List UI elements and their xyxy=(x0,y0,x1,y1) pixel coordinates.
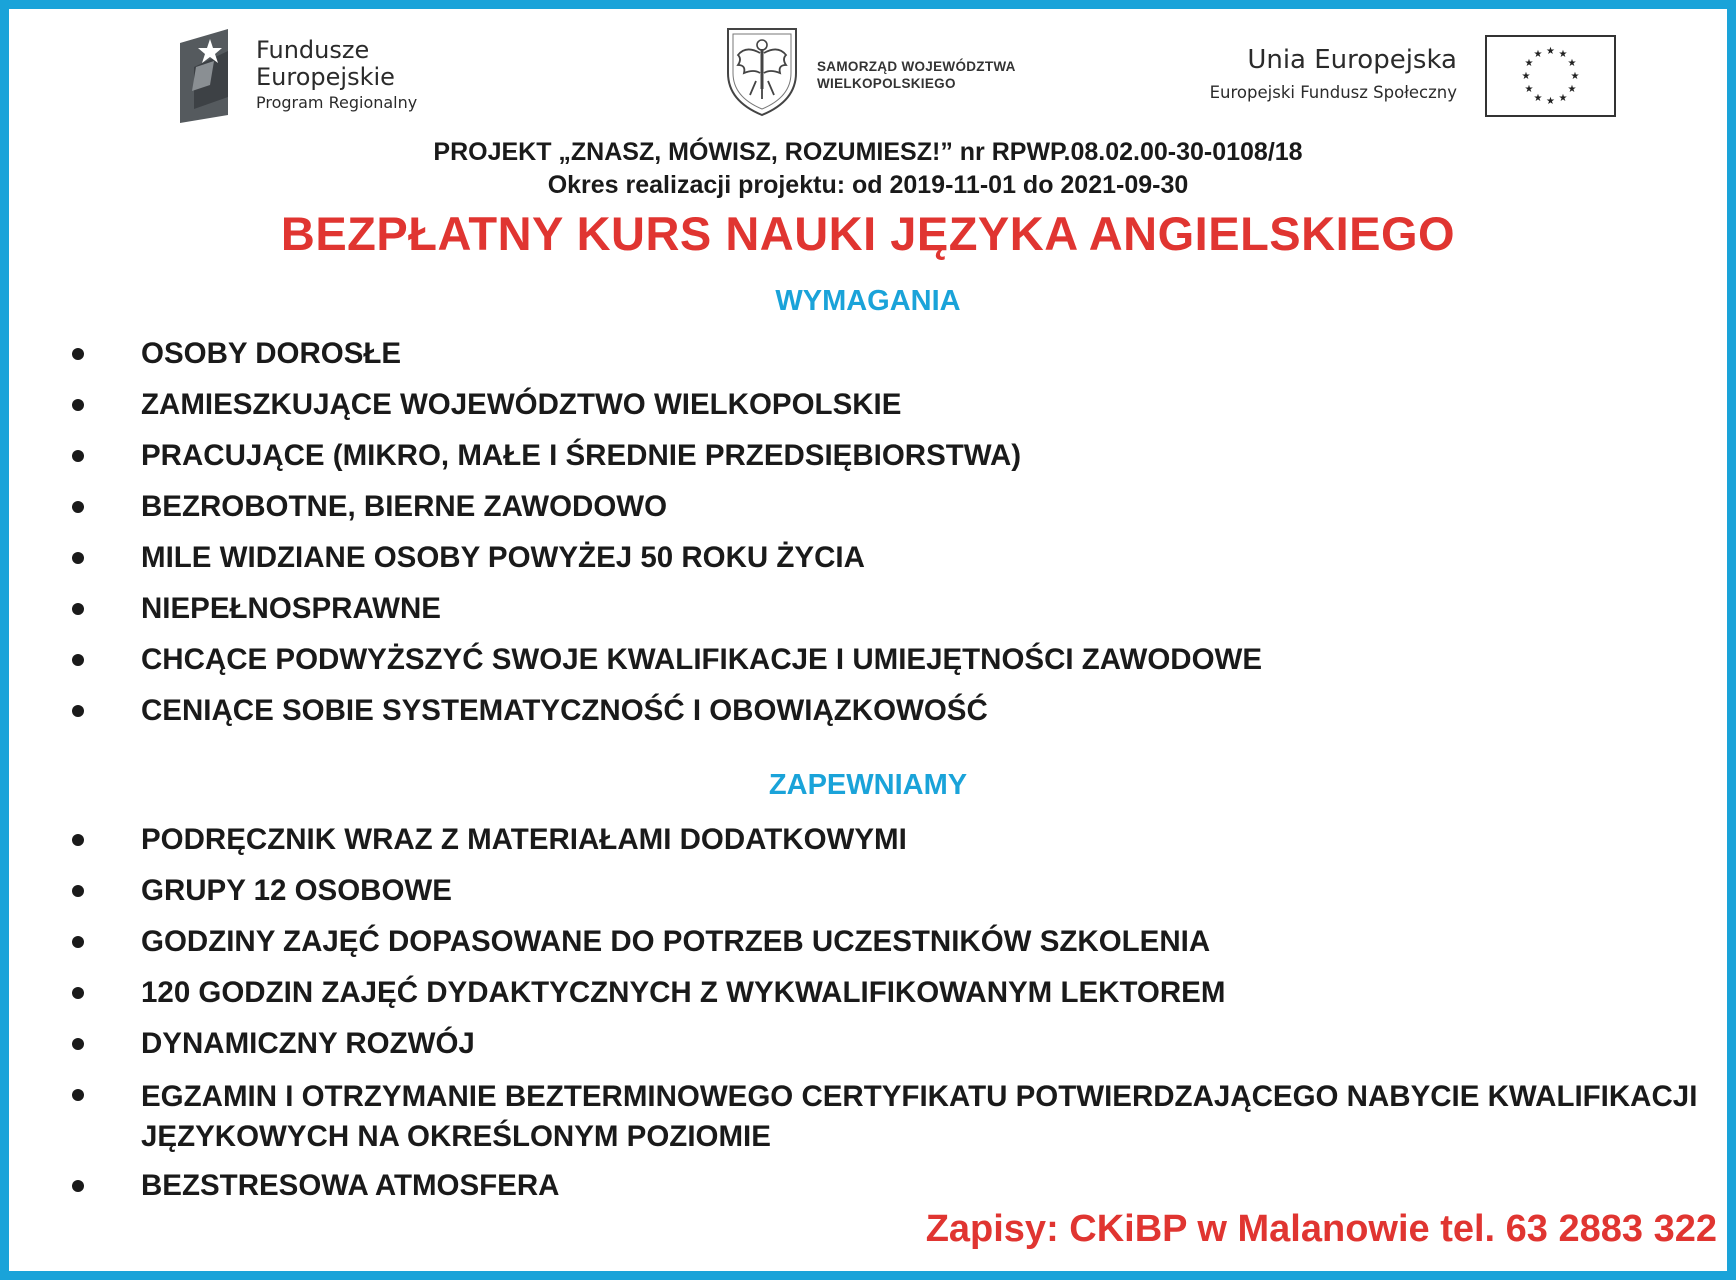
project-name: PROJEKT „ZNASZ, MÓWISZ, ROZUMIESZ!” nr RPWP.08.02.00-30-0108/18 xyxy=(433,138,1303,166)
list-item: GRUPY 12 OSOBOWE xyxy=(9,873,1711,924)
requirements-heading: WYMAGANIA xyxy=(775,285,961,317)
svg-text:★: ★ xyxy=(1521,71,1531,82)
fe-logo-line2: Europejskie xyxy=(256,63,395,91)
list-item: GODZINY ZAJĘĆ DOPASOWANE DO POTRZEB UCZESTNIKÓW SZKOLENIA xyxy=(9,924,1711,975)
svg-text:★: ★ xyxy=(1533,49,1543,60)
page-title: BEZPŁATNY KURS NAUKI JĘZYKA ANGIELSKIEGO xyxy=(280,207,1456,260)
list-item: EGZAMIN I OTRZYMANIE BEZTERMINOWEGO CERTYFIKATU POTWIERDZAJĄCEGO NABYCIE KWALIFIKACJI JĘZYKOWYCH NA OKREŚLONYM POZIOMIE xyxy=(9,1077,1711,1157)
fe-star-logo-icon xyxy=(174,27,244,123)
bullet-icon xyxy=(72,552,84,564)
svg-text:★: ★ xyxy=(1546,46,1555,57)
list-item: BEZSTRESOWA ATMOSFERA xyxy=(9,1168,1711,1219)
requirements-list xyxy=(9,336,1262,744)
list-item: PRACUJĄCE (MIKRO, MAŁE I ŚREDNIE PRZEDSIĘBIORSTWA) xyxy=(9,438,1262,489)
svg-text:★: ★ xyxy=(1558,49,1568,60)
bullet-icon xyxy=(72,399,84,411)
svg-text:★: ★ xyxy=(1524,58,1534,69)
svg-text:★: ★ xyxy=(1567,58,1577,69)
contact-info: Zapisy: CKiBP w Malanowie tel. 63 2883 322 xyxy=(925,1208,1717,1250)
wlkp-logo-line1: SAMORZĄD WOJEWÓDZTWA xyxy=(817,59,1016,74)
fe-logo-line3: Program Regionalny xyxy=(256,93,418,112)
svg-text:★: ★ xyxy=(1558,93,1568,104)
svg-text:★: ★ xyxy=(1570,71,1580,82)
list-item: CENIĄCE SOBIE SYSTEMATYCZNOŚĆ I OBOWIĄZKOWOŚĆ xyxy=(9,693,1262,744)
bullet-icon xyxy=(72,885,84,897)
bullet-icon xyxy=(72,348,84,360)
list-item: NIEPEŁNOSPRAWNE xyxy=(9,591,1262,642)
fe-logo-line1: Fundusze xyxy=(256,36,370,64)
bullet-icon xyxy=(72,501,84,513)
eu-flag-icon xyxy=(1485,35,1616,117)
bullet-icon xyxy=(72,1089,84,1101)
offer-heading: ZAPEWNIAMY xyxy=(768,769,968,801)
list-item: BEZROBOTNE, BIERNE ZAWODOWO xyxy=(9,489,1262,540)
list-item: CHCĄCE PODWYŻSZYĆ SWOJE KWALIFIKACJE I UMIEJĘTNOŚCI ZAWODOWE xyxy=(9,642,1262,693)
bullet-icon xyxy=(72,654,84,666)
svg-text:★: ★ xyxy=(1524,84,1534,95)
list-item: MILE WIDZIANE OSOBY POWYŻEJ 50 ROKU ŻYCIA xyxy=(9,540,1262,591)
wlkp-logo-line2: WIELKOPOLSKIEGO xyxy=(817,76,956,91)
list-item: OSOBY DOROSŁE xyxy=(9,336,1262,387)
project-period: Okres realizacji projektu: od 2019-11-01 do 2021-09-30 xyxy=(547,171,1189,199)
eagle-crest-icon xyxy=(724,25,800,117)
bullet-icon xyxy=(72,936,84,948)
bullet-icon xyxy=(72,1038,84,1050)
svg-text:★: ★ xyxy=(1567,84,1577,95)
ue-logo-line1: Unia Europejska xyxy=(1247,45,1457,75)
bullet-icon xyxy=(72,834,84,846)
list-item: ZAMIESZKUJĄCE WOJEWÓDZTWO WIELKOPOLSKIE xyxy=(9,387,1262,438)
bullet-icon xyxy=(72,450,84,462)
bullet-icon xyxy=(72,603,84,615)
bullet-icon xyxy=(72,1180,84,1192)
svg-text:★: ★ xyxy=(1533,93,1543,104)
ue-logo-line2: Europejski Fundusz Społeczny xyxy=(1209,83,1457,102)
list-item: DYNAMICZNY ROZWÓJ xyxy=(9,1026,1711,1077)
svg-text:★: ★ xyxy=(1546,96,1555,107)
list-item: PODRĘCZNIK WRAZ Z MATERIAŁAMI DODATKOWYMI xyxy=(9,822,1711,873)
bullet-icon xyxy=(72,987,84,999)
list-item: 120 GODZIN ZAJĘĆ DYDAKTYCZNYCH Z WYKWALIFIKOWANYM LEKTOREM xyxy=(9,975,1711,1026)
offer-list xyxy=(9,822,1711,1219)
bullet-icon xyxy=(72,705,84,717)
